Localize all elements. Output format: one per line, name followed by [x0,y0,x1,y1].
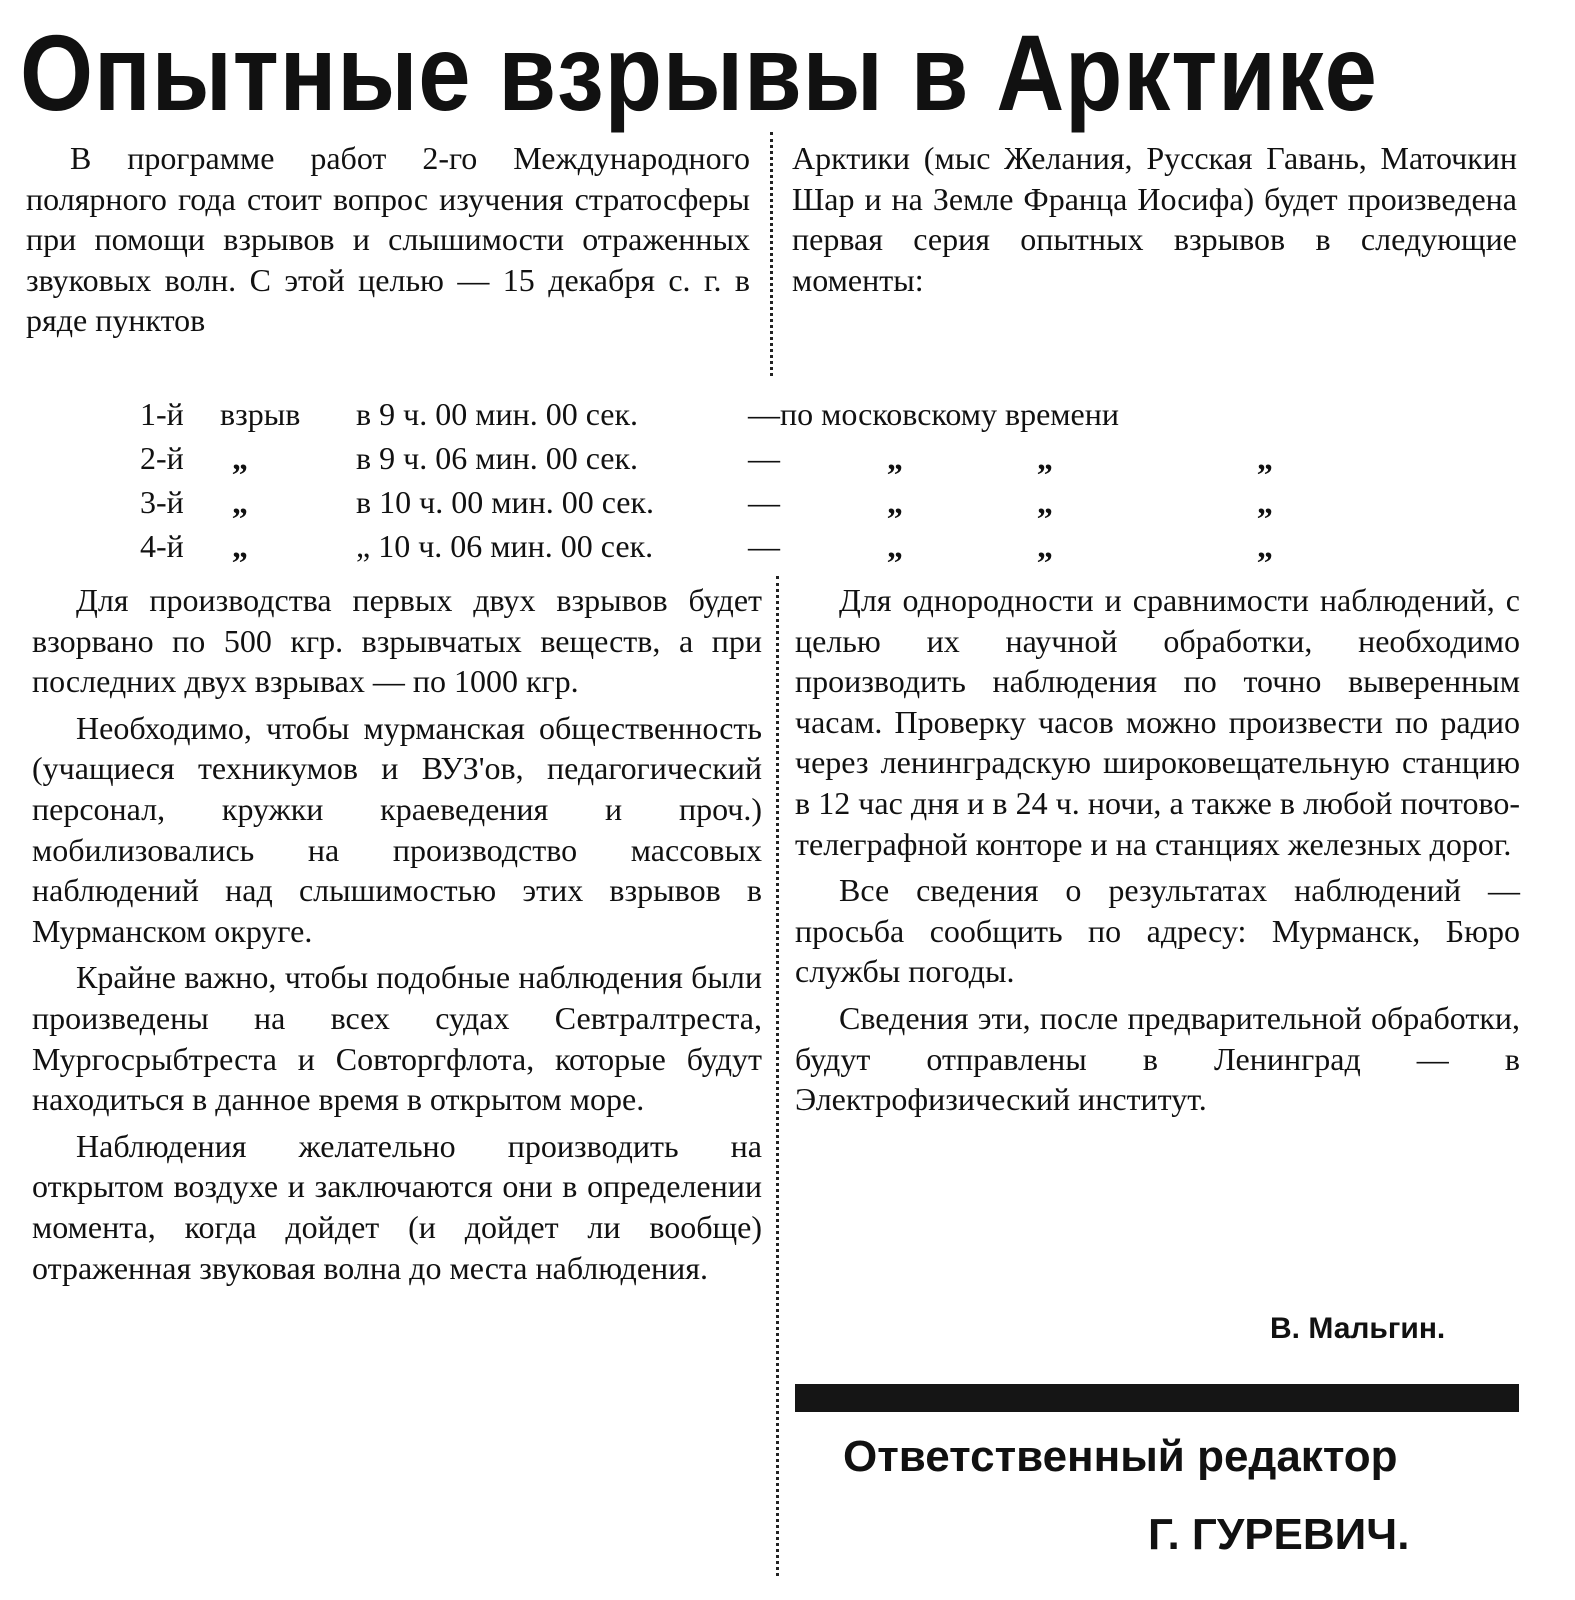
paragraph: Сведения эти, после предварительной обработки, будут отправлены в Ленинград — в Электрофизический институт. [795,999,1520,1118]
paragraph: Крайне важно, чтобы подобные наблюдения были произведены на всех судах Севтралтреста, Мургосрыбтреста и Совторгфлота, которые будут находиться в данное время в открытом море. [32,959,762,1118]
ditto-mark: „ [887,440,903,476]
schedule-time: в 10 ч. 00 мин. 00 сек. [356,484,655,520]
body-column-left [32,580,762,1294]
paragraph: Для производства первых двух взрывов будет взорвано по 500 кгр. взрывчатых веществ, а при последних двух взрывах — по 1000 кгр. [32,582,762,700]
intro-paragraph-left: В программе работ 2-го Международного полярного года стоит вопрос изучения стратосферы при помощи взрывов и слышимости отраженных звуковых волн. С этой целью — 15 декабря с. г. в ряде пунктов [26,140,750,339]
ditto-mark: „ [232,440,248,476]
ditto-mark: „ [1037,440,1053,476]
column-divider-bottom [776,576,779,1576]
body-column-right [795,580,1520,1126]
paragraph: Для однородности и сравнимости наблюдений, с целью их научной обработки, необходимо производить наблюдения по точно выверенным часам. Проверку часов можно произвести по радио через ленинградскую широковещательную станцию в 12 час дня и в 24 ч. ночи, а также в любой почтово-телеграфной конторе и на станциях железных дорог. [795,582,1520,862]
author-signature: В. Мальгин. [1270,1312,1446,1345]
intro-column-right [792,138,1517,306]
schedule-number: 1-й [140,396,184,432]
paragraph: Необходимо, чтобы мурманская общественность (учащиеся техникумов и ВУЗ'ов, педагогический персонал, кружки краеведения и проч.) мобилизовались на производство массовых наблюдений над слышимостью этих взрывов в Мурманском округе. [32,709,762,949]
schedule-number: 4-й [140,528,184,564]
schedule-tail: — [748,484,780,520]
schedule-tail: —по московскому времени [748,396,1119,432]
schedule-row [140,396,1400,440]
schedule-row [140,484,1400,528]
section-divider [795,1384,1519,1412]
schedule-time: „ 10 ч. 06 мин. 00 сек. [356,528,654,564]
schedule-tail: — [748,528,780,564]
schedule-row [140,440,1400,484]
ditto-mark: „ [232,484,248,520]
ditto-mark: „ [1257,484,1273,520]
ditto-mark: „ [887,484,903,520]
editor-name: Г. ГУРЕВИЧ. [1148,1510,1410,1559]
schedule-time: в 9 ч. 06 мин. 00 сек. [356,440,639,476]
ditto-mark: „ [1037,484,1053,520]
headline: Опытные взрывы в Арктике [20,12,1378,133]
ditto-mark: „ [887,528,903,564]
schedule-row [140,528,1400,572]
editor-title: Ответственный редактор [843,1432,1398,1481]
paragraph: Наблюдения желательно производить на открытом воздухе и заключаются они в определении момента, когда дойдет (и дойдет ли вообще) отраженная звуковая волна до места наблюдения. [32,1127,762,1286]
schedule-number: 3-й [140,484,184,520]
paragraph: Все сведения о результатах наблюдений — просьба сообщить по адресу: Мурманск, Бюро службы погоды. [795,872,1520,990]
schedule-tail: — [748,440,780,476]
intro-paragraph-right: Арктики (мыс Желания, Русская Гавань, Маточкин Шар и на Земле Франца Иосифа) будет произведена первая серия опытных взрывов в следующие моменты: [792,140,1517,298]
ditto-mark: „ [1037,528,1053,564]
explosion-schedule [140,396,1400,572]
ditto-mark: „ [1257,528,1273,564]
column-divider-top [770,132,773,376]
schedule-time: в 9 ч. 00 мин. 00 сек. [356,396,639,432]
ditto-mark: „ [1257,440,1273,476]
ditto-mark: „ [232,528,248,564]
intro-column-left [26,138,750,347]
schedule-word: взрыв [220,396,301,432]
schedule-number: 2-й [140,440,184,476]
